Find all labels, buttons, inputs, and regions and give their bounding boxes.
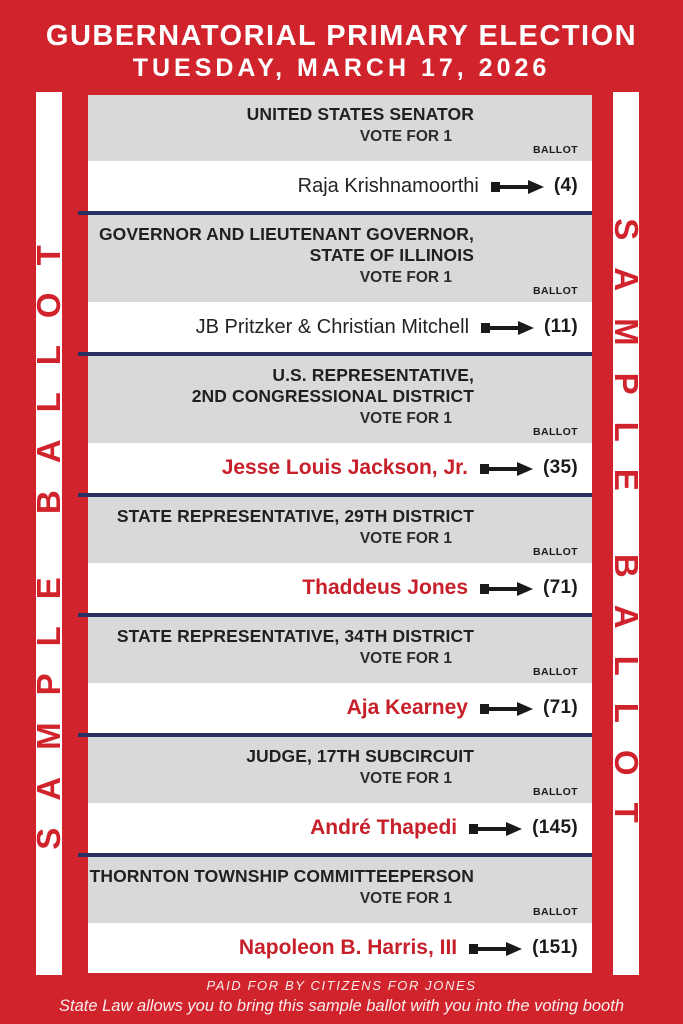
footer-state-law: State Law allows you to bring this sample ballot with you into the voting booth bbox=[59, 997, 624, 1015]
section-title-line: U.S. REPRESENTATIVE, bbox=[272, 365, 474, 385]
vote-for-label: VOTE FOR 1 bbox=[359, 770, 452, 787]
section-title-line: STATE REPRESENTATIVE, 34TH DISTRICT bbox=[116, 626, 474, 646]
vote-for-label: VOTE FOR 1 bbox=[359, 650, 452, 667]
ballot-label: BALLOT bbox=[533, 906, 578, 918]
section-title-line: THORNTON TOWNSHIP COMMITTEEPERSON bbox=[89, 866, 474, 886]
vote-arrow-icon bbox=[491, 179, 545, 195]
vote-arrow-icon bbox=[480, 461, 534, 477]
section-header bbox=[88, 857, 592, 923]
candidate-row bbox=[88, 443, 592, 493]
section-title bbox=[88, 626, 592, 647]
section-header bbox=[88, 95, 592, 161]
section-title bbox=[88, 866, 592, 887]
vote-for-label: VOTE FOR 1 bbox=[359, 410, 452, 427]
section-title bbox=[88, 506, 592, 527]
section-header bbox=[88, 356, 592, 443]
candidate-row bbox=[88, 563, 592, 613]
vote-for-label: VOTE FOR 1 bbox=[359, 128, 452, 145]
candidate-row bbox=[88, 923, 592, 973]
section-title-line: JUDGE, 17TH SUBCIRCUIT bbox=[246, 746, 474, 766]
section-title-line: 2ND CONGRESSIONAL DISTRICT bbox=[191, 386, 474, 406]
ballot-section bbox=[88, 95, 592, 215]
section-title bbox=[88, 104, 592, 125]
sample-ballot-strip-left bbox=[30, 92, 67, 975]
candidate-row bbox=[88, 161, 592, 211]
candidate-name: Raja Krishnamoorthi bbox=[297, 174, 479, 197]
sample-ballot-text-right: SAMPLE BALLOT bbox=[608, 217, 645, 850]
candidate-row bbox=[88, 302, 592, 352]
election-date: TUESDAY, MARCH 17, 2026 bbox=[132, 54, 551, 82]
ballot-label: BALLOT bbox=[533, 144, 578, 156]
candidate-name: JB Pritzker & Christian Mitchell bbox=[195, 315, 470, 338]
section-title bbox=[88, 365, 592, 407]
candidate-name: Napoleon B. Harris, III bbox=[238, 936, 458, 959]
section-header bbox=[88, 215, 592, 302]
masthead bbox=[0, 20, 683, 83]
vote-arrow-icon bbox=[469, 821, 523, 837]
vote-arrow-icon bbox=[480, 701, 534, 717]
section-header bbox=[88, 497, 592, 563]
section-title-line: GOVERNOR AND LIEUTENANT GOVERNOR, bbox=[98, 224, 474, 244]
ballot-number: (151) bbox=[532, 937, 578, 958]
footer-paid-for: PAID FOR BY CITIZENS FOR JONES bbox=[206, 978, 477, 993]
vote-arrow-icon bbox=[469, 941, 523, 957]
page-title: GUBERNATORIAL PRIMARY ELECTION bbox=[45, 20, 638, 52]
section-title-line: UNITED STATES SENATOR bbox=[246, 104, 474, 124]
ballot-section bbox=[88, 215, 592, 356]
candidate-row bbox=[88, 803, 592, 853]
candidate-row bbox=[88, 683, 592, 733]
ballot-section bbox=[88, 617, 592, 737]
ballot-label: BALLOT bbox=[533, 285, 578, 297]
vote-for-label: VOTE FOR 1 bbox=[359, 890, 452, 907]
sample-ballot-strip-right bbox=[608, 92, 645, 975]
ballot-label: BALLOT bbox=[533, 786, 578, 798]
candidate-name: André Thapedi bbox=[310, 816, 458, 839]
ballot-number: (145) bbox=[532, 817, 578, 838]
ballot-number: (11) bbox=[544, 316, 578, 337]
sample-ballot-text-left: SAMPLE BALLOT bbox=[30, 217, 67, 850]
ballot-number: (35) bbox=[543, 457, 578, 478]
section-title-line: STATE OF ILLINOIS bbox=[309, 245, 474, 265]
vote-arrow-icon bbox=[480, 581, 534, 597]
section-header bbox=[88, 737, 592, 803]
footer bbox=[0, 977, 683, 1017]
candidate-name: Jesse Louis Jackson, Jr. bbox=[221, 456, 468, 479]
ballot-section bbox=[88, 857, 592, 973]
candidate-name: Thaddeus Jones bbox=[302, 576, 468, 599]
ballot-section bbox=[88, 356, 592, 497]
ballot-section bbox=[88, 737, 592, 857]
section-title bbox=[88, 224, 592, 266]
ballot-label: BALLOT bbox=[533, 666, 578, 678]
ballot-column bbox=[88, 95, 592, 973]
ballot-label: BALLOT bbox=[533, 546, 578, 558]
section-header bbox=[88, 617, 592, 683]
section-title-line: STATE REPRESENTATIVE, 29TH DISTRICT bbox=[116, 506, 474, 526]
ballot-number: (4) bbox=[553, 175, 578, 196]
section-title bbox=[88, 746, 592, 767]
vote-for-label: VOTE FOR 1 bbox=[359, 530, 452, 547]
vote-for-label: VOTE FOR 1 bbox=[359, 269, 452, 286]
vote-arrow-icon bbox=[481, 320, 535, 336]
candidate-name: Aja Kearney bbox=[346, 696, 468, 719]
ballot-number: (71) bbox=[543, 697, 578, 718]
ballot-section bbox=[88, 497, 592, 617]
ballot-label: BALLOT bbox=[533, 426, 578, 438]
ballot-number: (71) bbox=[543, 577, 578, 598]
